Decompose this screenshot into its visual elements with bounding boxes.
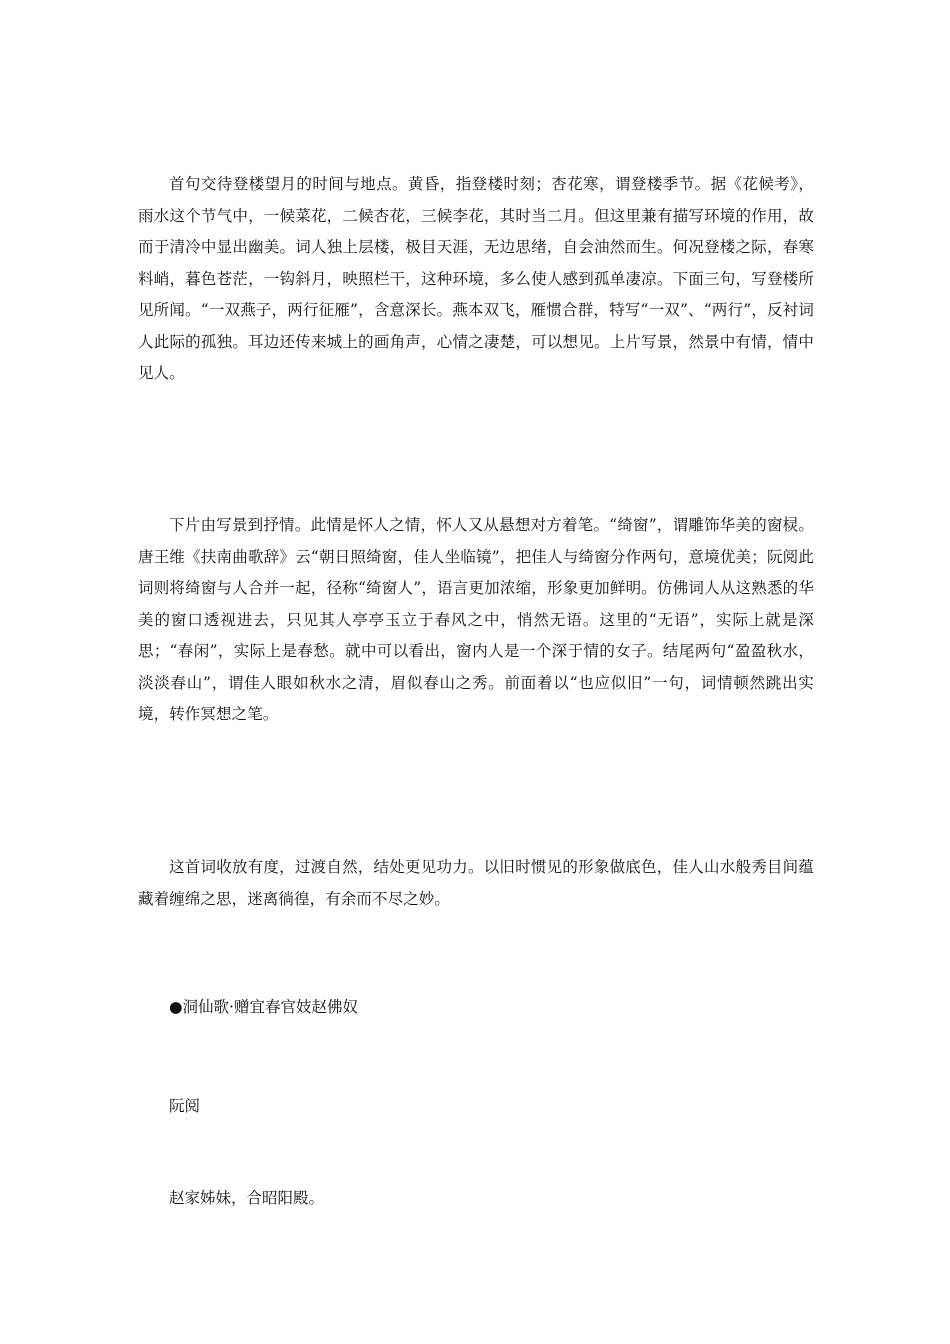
commentary-paragraph-1: 首句交待登楼望月的时间与地点。黄昏，指登楼时刻；杏花寒，谓登楼季节。据《花候考》，雨水这个节气中，一候菜花，二候杏花，三候李花，其时当二月。但这里兼有描写环境的作用，故而于清冷中显出幽美。词人独上层楼，极目天涯，无边思绪，自会油然而生。何况登楼之际，春寒料峭，暮色苍茫，一钩斜月，映照栏干，这种环境，多么使人感到孤单凄凉。下面三句，写登楼所见所闻。“一双燕子，两行征雁”，含意深长。燕本双飞，雁惯合群，特写“一双”、“两行”，反衬词人此际的孤独。耳边还传来城上的画角声，心情之凄楚，可以想见。上片写景，然景中有情，情中见人。 [138, 175, 814, 382]
commentary-paragraph-2: 下片由写景到抒情。此情是怀人之情，怀人又从悬想对方着笔。“绮窗”，谓雕饰华美的窗棂。唐王维《扶南曲歌辞》云“朝日照绮窗，佳人坐临镜”，把佳人与绮窗分作两句，意境优美；阮阅此词则将绮窗与人合并一起，径称“绮窗人”，语言更加浓缩，形象更加鲜明。仿佛词人从这熟悉的华美的窗口透视进去，只见其人亭亭玉立于春风之中，悄然无语。这里的“无语”，实际上就是深思；“春闲”，实际上是春愁。就中可以看出，窗内人是一个深于情的女子。结尾两句“盈盈秋水，淡淡春山”，谓佳人眼如秋水之清，眉似春山之秀。前面着以“也应似旧”一句，词情顿然跳出实境，转作冥想之笔。 [138, 516, 814, 723]
poem-first-line: 赵家姊妹，合昭阳殿。 [169, 1189, 325, 1207]
poem-title: ●洞仙歌·赠宜春官妓赵佛奴 [169, 998, 358, 1016]
poem-author: 阮阅 [169, 1097, 201, 1115]
commentary-paragraph-3: 这首词收放有度，过渡自然，结处更见功力。以旧时惯见的形象做底色，佳人山水般秀目间蕴藏着缠绵之思，迷离徜徨，有余而不尽之妙。 [138, 858, 814, 908]
